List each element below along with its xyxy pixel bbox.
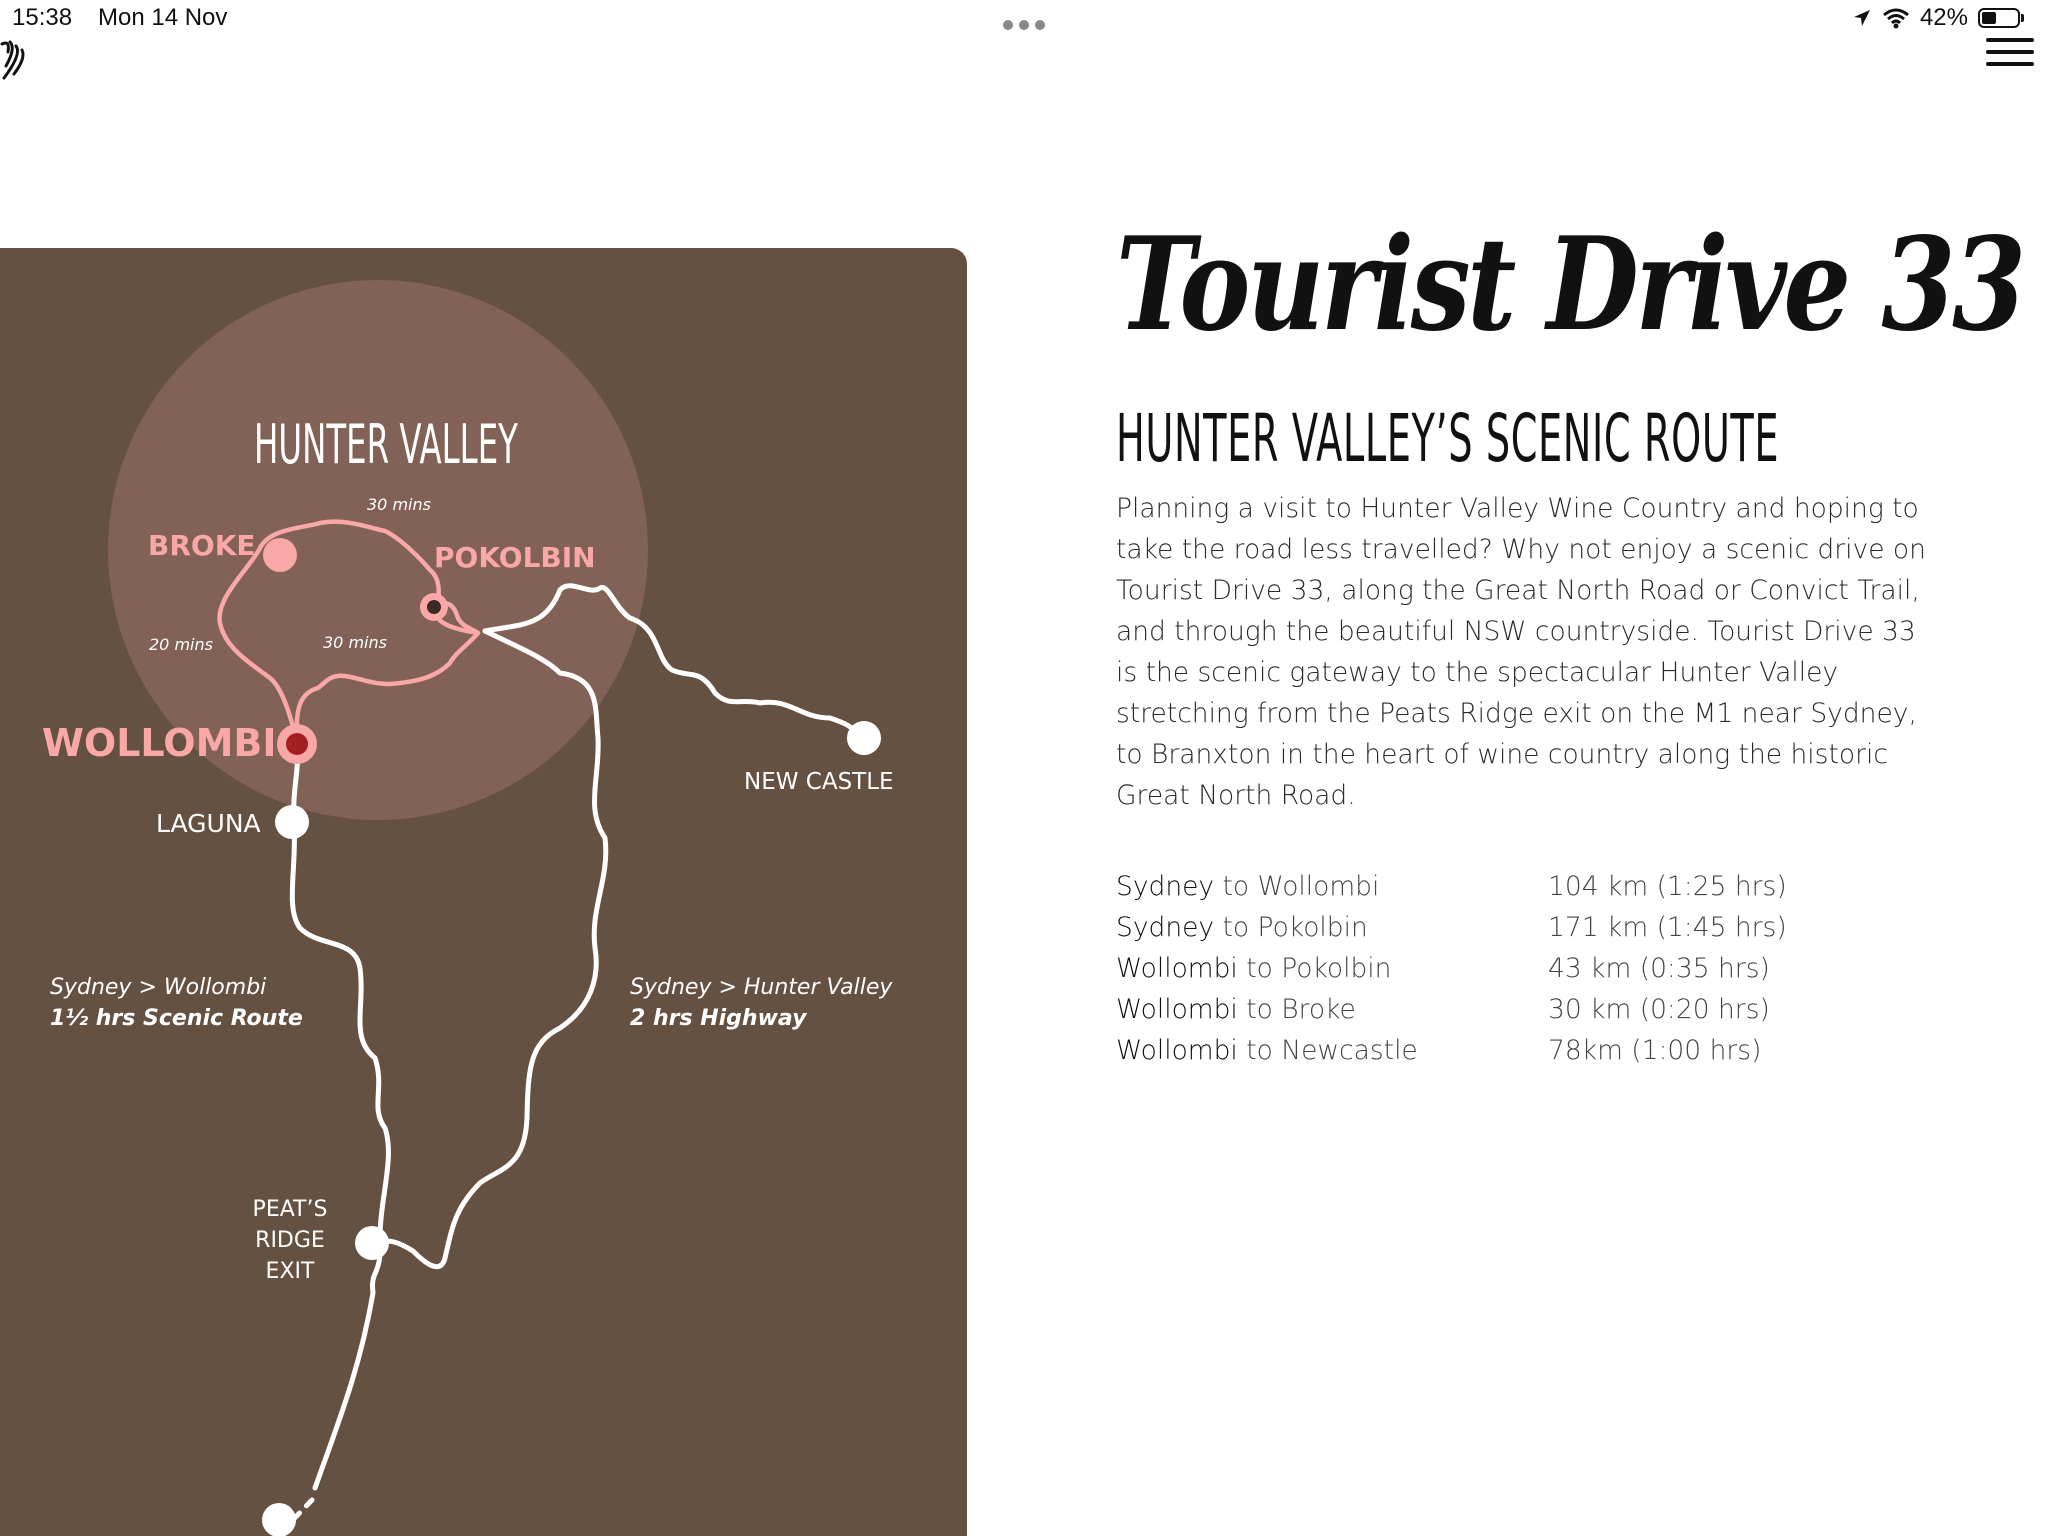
route-to: to Pokolbin bbox=[1237, 953, 1392, 984]
scenic-road bbox=[292, 743, 388, 1488]
highway-route-legend: Sydney > Hunter Valley bbox=[630, 975, 893, 1000]
scenic-route-legend: Sydney > Wollombi bbox=[50, 975, 267, 1000]
route-distance: 43 km (0:35 hrs) bbox=[1548, 953, 1770, 984]
newcastle-marker[interactable] bbox=[847, 721, 881, 755]
battery-icon bbox=[1978, 8, 2020, 28]
time-wollombi-pokolbin: 30 mins bbox=[323, 633, 387, 652]
region-title: HUNTER VALLEY bbox=[254, 414, 518, 477]
pokolbin-label: POKOLBIN bbox=[434, 541, 596, 574]
battery-percent: 42% bbox=[1919, 4, 1968, 31]
peats-ridge-label-2: RIDGE bbox=[255, 1228, 325, 1253]
dot-icon bbox=[1035, 20, 1045, 30]
route-map bbox=[0, 248, 967, 1536]
table-row bbox=[1116, 948, 1787, 989]
route-from: Wollombi bbox=[1116, 994, 1238, 1025]
pokolbin-marker-center bbox=[427, 600, 441, 614]
route-to: to Wollombi bbox=[1214, 871, 1380, 902]
table-row bbox=[1116, 1030, 1787, 1071]
table-row bbox=[1116, 907, 1787, 948]
intro-paragraph: Planning a visit to Hunter Valley Wine Country and hoping to take the road less travelled? Why not enjoy a scenic drive on Tourist Drive 33, along the Great North Road or Convict Trail, and through the beautiful NSW countryside. Tourist Drive 33 is the scenic gateway to the spectacular Hunter Valley stretching from the Peats Ridge exit on the M1 near Sydney, to Branxton in the heart of wine country along the historic Great North Road. bbox=[1116, 493, 1926, 811]
route-to: to Broke bbox=[1237, 994, 1356, 1025]
route-distance: 104 km (1:25 hrs) bbox=[1548, 871, 1787, 902]
route-from: Sydney bbox=[1116, 871, 1215, 902]
highway-route-detail: 2 hrs Highway bbox=[630, 1006, 807, 1031]
route-from: Wollombi bbox=[1116, 1035, 1238, 1066]
wollombi-marker-center bbox=[286, 733, 308, 755]
wifi-icon bbox=[1882, 7, 1910, 29]
status-time: 15:38 bbox=[12, 4, 73, 31]
hamburger-menu-icon[interactable] bbox=[1986, 38, 2034, 64]
dot-icon bbox=[1003, 20, 1013, 30]
time-broke-wollombi: 20 mins bbox=[149, 635, 213, 654]
route-distance: 30 km (0:20 hrs) bbox=[1548, 994, 1770, 1025]
wollombi-label: WOLLOMBI bbox=[42, 721, 277, 765]
brand-logo-icon[interactable] bbox=[0, 38, 30, 82]
page-subtitle: HUNTER VALLEY’S SCENIC ROUTE bbox=[1116, 400, 1780, 477]
route-distance: 171 km (1:45 hrs) bbox=[1548, 912, 1787, 943]
dot-icon bbox=[1019, 20, 1029, 30]
location-arrow-icon bbox=[1852, 8, 1872, 28]
route-to: to Newcastle bbox=[1237, 1035, 1418, 1066]
peats-ridge-label-1: PEAT’S bbox=[252, 1197, 328, 1222]
distance-table bbox=[1116, 866, 1787, 1071]
route-distance: 78km (1:00 hrs) bbox=[1548, 1035, 1762, 1066]
newcastle-label: NEW CASTLE bbox=[744, 769, 894, 795]
peats-ridge-marker[interactable] bbox=[355, 1226, 389, 1260]
broke-label: BROKE bbox=[148, 529, 256, 562]
peats-ridge-label-3: EXIT bbox=[265, 1259, 315, 1284]
laguna-marker[interactable] bbox=[275, 805, 309, 839]
scenic-route-detail: 1½ hrs Scenic Route bbox=[50, 1006, 303, 1031]
route-to: to Pokolbin bbox=[1214, 912, 1368, 943]
sydney-end-marker[interactable] bbox=[262, 1503, 296, 1536]
broke-marker[interactable] bbox=[263, 538, 297, 572]
laguna-label: LAGUNA bbox=[156, 809, 261, 838]
status-date: Mon 14 Nov bbox=[98, 4, 228, 31]
page-title: Tourist Drive 33 bbox=[1116, 210, 2023, 360]
table-row bbox=[1116, 866, 1787, 907]
time-broke-pokolbin: 30 mins bbox=[367, 495, 431, 514]
route-from: Sydney bbox=[1116, 912, 1215, 943]
table-row bbox=[1116, 989, 1787, 1030]
route-from: Wollombi bbox=[1116, 953, 1238, 984]
multitasking-menu[interactable] bbox=[1003, 20, 1045, 30]
status-indicators bbox=[1852, 4, 2024, 32]
